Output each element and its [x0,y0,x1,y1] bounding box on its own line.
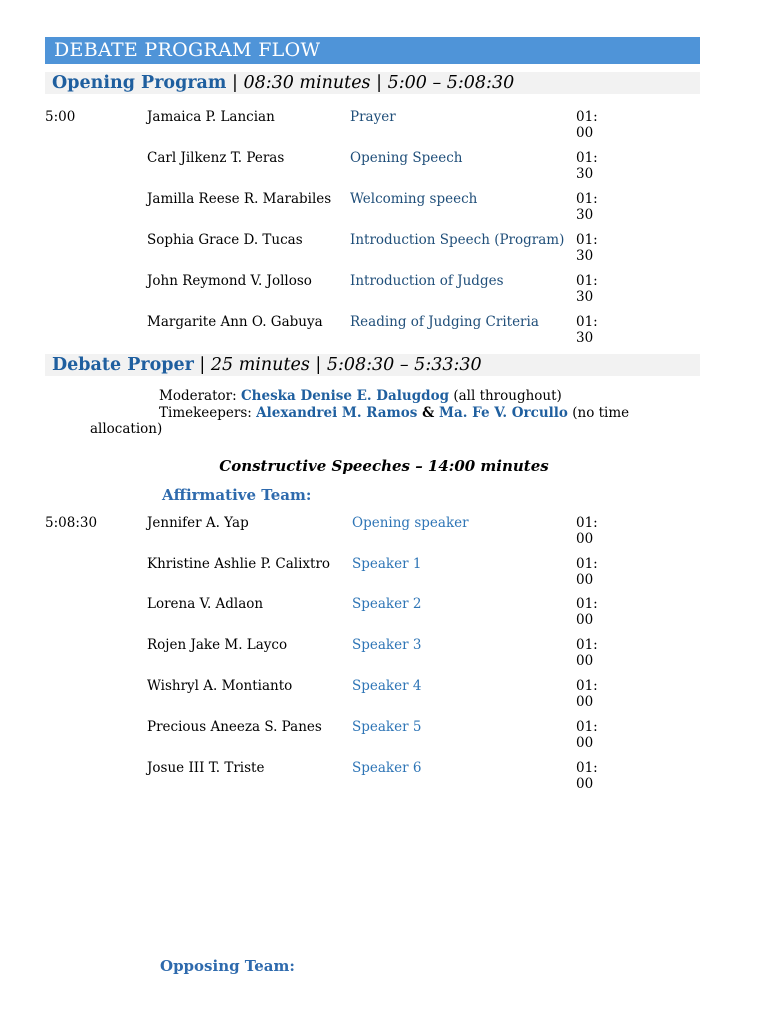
row-role: Speaker 2 [352,596,422,612]
row-start-time: 5:00 [45,109,76,125]
row-duration: 01:30 [576,273,598,305]
row-role: Reading of Judging Criteria [350,314,539,330]
row-duration: 01:00 [576,556,598,588]
row-duration: 01:00 [576,109,598,141]
program-row [0,191,768,231]
timekeepers-label: Timekeepers: [159,405,257,421]
opening-program-header [45,72,700,94]
speaker-row [0,515,768,555]
row-role: Opening speaker [352,515,469,531]
row-start-time: 5:08:30 [45,515,98,531]
row-role: Opening Speech [350,150,463,166]
row-person: Sophia Grace D. Tucas [147,232,303,248]
row-role: Welcoming speech [350,191,478,207]
row-person: Precious Aneeza S. Panes [147,719,322,735]
moderator-name: Cheska Denise E. Dalugdog [240,388,450,404]
separator: | [193,355,211,375]
speaker-row [0,556,768,596]
debate-proper-time-range: 5:08:30 – 5:33:30 [326,355,482,375]
row-duration: 01:00 [576,637,598,669]
row-person: John Reymond V. Jolloso [147,273,312,289]
row-person: Margarite Ann O. Gabuya [147,314,323,330]
row-person: Jamilla Reese R. Marabiles [147,191,332,207]
row-person: Khristine Ashlie P. Calixtro [147,556,331,572]
row-duration: 01:00 [576,596,598,628]
row-duration: 01:00 [576,719,598,751]
timekeepers-note: (no time [567,405,630,421]
program-row [0,273,768,313]
moderator-note: (all throughout) [449,388,562,404]
constructive-speeches-heading: Constructive Speeches – 14:00 minutes [219,457,549,475]
row-role: Speaker 6 [352,760,422,776]
speaker-row [0,678,768,718]
page-title: DEBATE PROGRAM FLOW [45,37,700,64]
debate-proper-title: Debate Proper [52,355,194,375]
row-role: Prayer [350,109,396,125]
speaker-row [0,719,768,759]
row-person: Jamaica P. Lancian [147,109,275,125]
row-role: Speaker 3 [352,637,422,653]
ampersand: & [417,405,440,421]
row-person: Carl Jilkenz T. Peras [147,150,285,166]
row-person: Rojen Jake M. Layco [147,637,288,653]
row-role: Speaker 1 [352,556,422,572]
program-row [0,314,768,354]
separator: | [370,73,388,93]
opening-program-duration: 08:30 minutes [243,73,371,93]
row-role: Speaker 5 [352,719,422,735]
program-row [0,109,768,149]
row-duration: 01:00 [576,760,598,792]
row-person: Josue III T. Triste [147,760,265,776]
moderator-label: Moderator: [159,388,241,404]
row-duration: 01:30 [576,150,598,182]
row-duration: 01:30 [576,191,598,223]
row-duration: 01:00 [576,678,598,710]
program-row [0,232,768,272]
row-person: Jennifer A. Yap [147,515,249,531]
timekeeper-name: Ma. Fe V. Orcullo [439,405,568,421]
row-role: Introduction of Judges [350,273,504,289]
affirmative-team-heading: Affirmative Team: [162,486,312,504]
row-role: Speaker 4 [352,678,422,694]
row-duration: 01:00 [576,515,598,547]
opening-program-time-range: 5:00 – 5:08:30 [387,73,515,93]
opposing-team-heading: Opposing Team: [160,957,295,975]
row-duration: 01:30 [576,232,598,264]
timekeepers-note-continued: allocation) [90,421,163,437]
moderator-line [159,388,562,405]
row-role: Introduction Speech (Program) [350,232,565,248]
speaker-row [0,760,768,800]
opening-program-title: Opening Program [52,73,227,93]
timekeeper-name: Alexandrei M. Ramos [256,405,418,421]
speaker-row [0,596,768,636]
speaker-row [0,637,768,677]
separator: | [226,73,244,93]
row-person: Wishryl A. Montianto [147,678,293,694]
debate-proper-duration: 25 minutes [210,355,310,375]
timekeepers-line [159,405,629,422]
row-duration: 01:30 [576,314,598,346]
debate-proper-header [45,354,700,376]
row-person: Lorena V. Adlaon [147,596,264,612]
separator: | [309,355,327,375]
program-row [0,150,768,190]
